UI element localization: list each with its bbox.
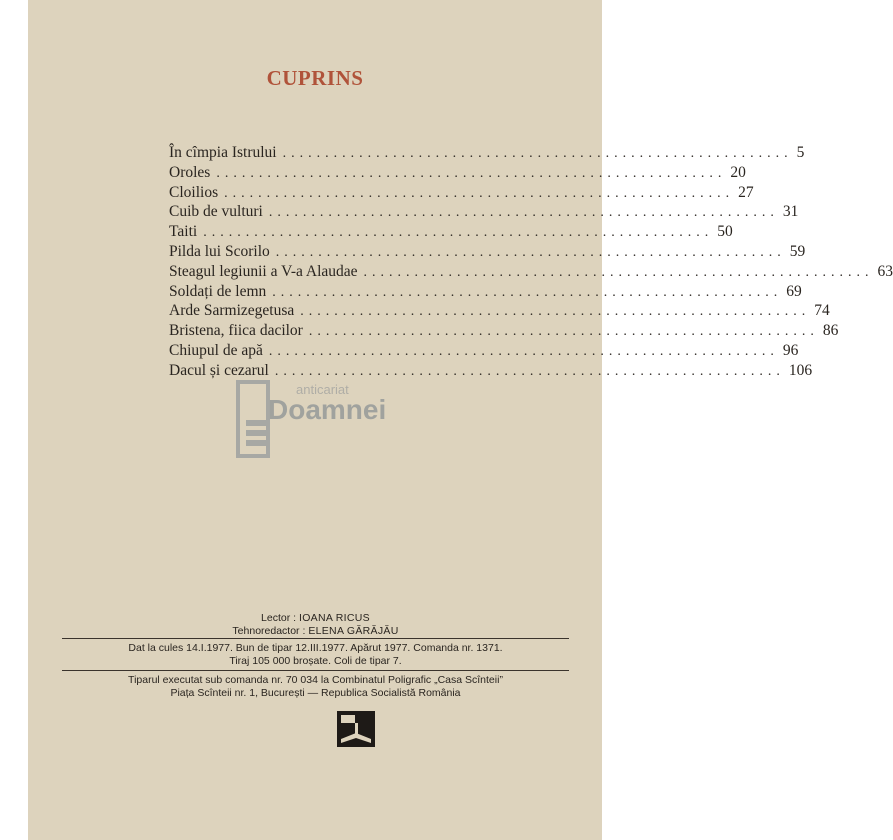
print-data <box>62 642 569 668</box>
toc-leader-dots: ............................................................ <box>268 205 779 221</box>
toc-entry <box>169 203 799 223</box>
print-data-line: Dat la cules 14.I.1977. Bun de tipar 12.III.1977. Apărut 1977. Comanda nr. 1371. <box>128 642 503 654</box>
toc-entry <box>169 282 802 303</box>
toc-entry-page: 69 <box>786 282 802 300</box>
toc-entry <box>169 341 799 362</box>
toc-leader-dots: ............................................................ <box>300 304 811 320</box>
toc-entry-page: 20 <box>730 163 746 181</box>
lector-label: Lector : <box>261 612 297 624</box>
toc-entry-page: 27 <box>738 183 754 201</box>
toc-entry-title: Soldați de lemn <box>169 282 267 300</box>
toc-entry <box>169 183 754 204</box>
toc-entry-title: Steagul legiunii a V-a Alaudae <box>169 262 358 280</box>
toc-entry-title: Cloilios <box>169 183 219 201</box>
toc-entry-page: 5 <box>796 144 805 161</box>
toc-leader-dots: ............................................................ <box>224 185 735 201</box>
toc-entry-title: Taiti <box>169 223 198 241</box>
toc-leader-dots: ............................................................ <box>274 363 785 379</box>
publisher-logo-icon <box>337 711 375 747</box>
lector-name: IOANA RICUS <box>298 612 370 624</box>
toc-entry <box>169 242 806 263</box>
book-page <box>28 0 893 840</box>
toc-entry <box>169 322 839 342</box>
toc-entry-title: Oroles <box>169 163 211 181</box>
toc-entry-page: 63 <box>877 262 893 280</box>
toc-entry-title: Arde Sarmizegetusa <box>169 302 295 320</box>
printer-info <box>62 674 569 700</box>
toc-entry-page: 106 <box>788 361 813 379</box>
toc-leader-dots: ............................................................ <box>275 244 786 260</box>
toc-leader-dots: ............................................................ <box>272 284 783 300</box>
toc-entry-page: 86 <box>822 322 839 340</box>
divider-rule <box>62 670 569 671</box>
table-of-contents <box>169 144 893 382</box>
toc-leader-dots: ............................................................ <box>282 146 793 161</box>
toc-entry-page: 74 <box>814 302 830 320</box>
toc-entry-title: Chiupul de apă <box>169 341 263 359</box>
toc-entry-page: 50 <box>717 223 733 241</box>
toc-entry-page: 59 <box>789 242 806 260</box>
toc-entry <box>169 163 746 184</box>
tehnoredactor-label: Tehnoredactor : <box>232 625 306 637</box>
toc-entry <box>169 223 733 243</box>
toc-entry <box>169 144 805 164</box>
toc-entry-page: 31 <box>782 203 799 221</box>
tehnoredactor-name: ELENA GĂRĂJĂU <box>308 625 399 637</box>
watermark-top-text: anticariat <box>296 382 349 397</box>
printer-line: Piața Scînteii nr. 1, București — Republica Socialistă România <box>170 687 461 699</box>
toc-entry-title: Cuib de vulturi <box>169 203 263 221</box>
toc-leader-dots: ............................................................ <box>268 343 779 359</box>
toc-entry-page: 96 <box>782 341 799 359</box>
toc-leader-dots: ............................................................ <box>203 225 714 241</box>
divider-rule <box>62 638 569 639</box>
watermark-main-text: Doamnei <box>268 394 387 425</box>
lector-line <box>62 612 569 625</box>
credits <box>62 612 569 638</box>
tehnoredactor-line <box>62 625 569 638</box>
toc-entry-title: În cîmpia Istrului <box>169 144 277 161</box>
watermark <box>236 376 406 462</box>
toc-leader-dots: ............................................................ <box>308 324 819 340</box>
toc-entry-title: Pilda lui Scorilo <box>169 242 270 260</box>
toc-entry-title: Bristena, fiica dacilor <box>169 322 303 340</box>
toc-entry-title: Dacul și cezarul <box>169 361 269 379</box>
toc-entry <box>169 302 830 322</box>
toc-leader-dots: ............................................................ <box>216 165 727 181</box>
printer-line: Tiparul executat sub comanda nr. 70 034 la Combinatul Poligrafic „Casa Scînteii” <box>128 674 503 686</box>
toc-leader-dots: ............................................................ <box>363 264 874 280</box>
page-title: CUPRINS <box>266 66 364 90</box>
toc-entry <box>169 262 893 283</box>
print-data-line: Tiraj 105 000 broșate. Coli de tipar 7. <box>229 655 402 667</box>
